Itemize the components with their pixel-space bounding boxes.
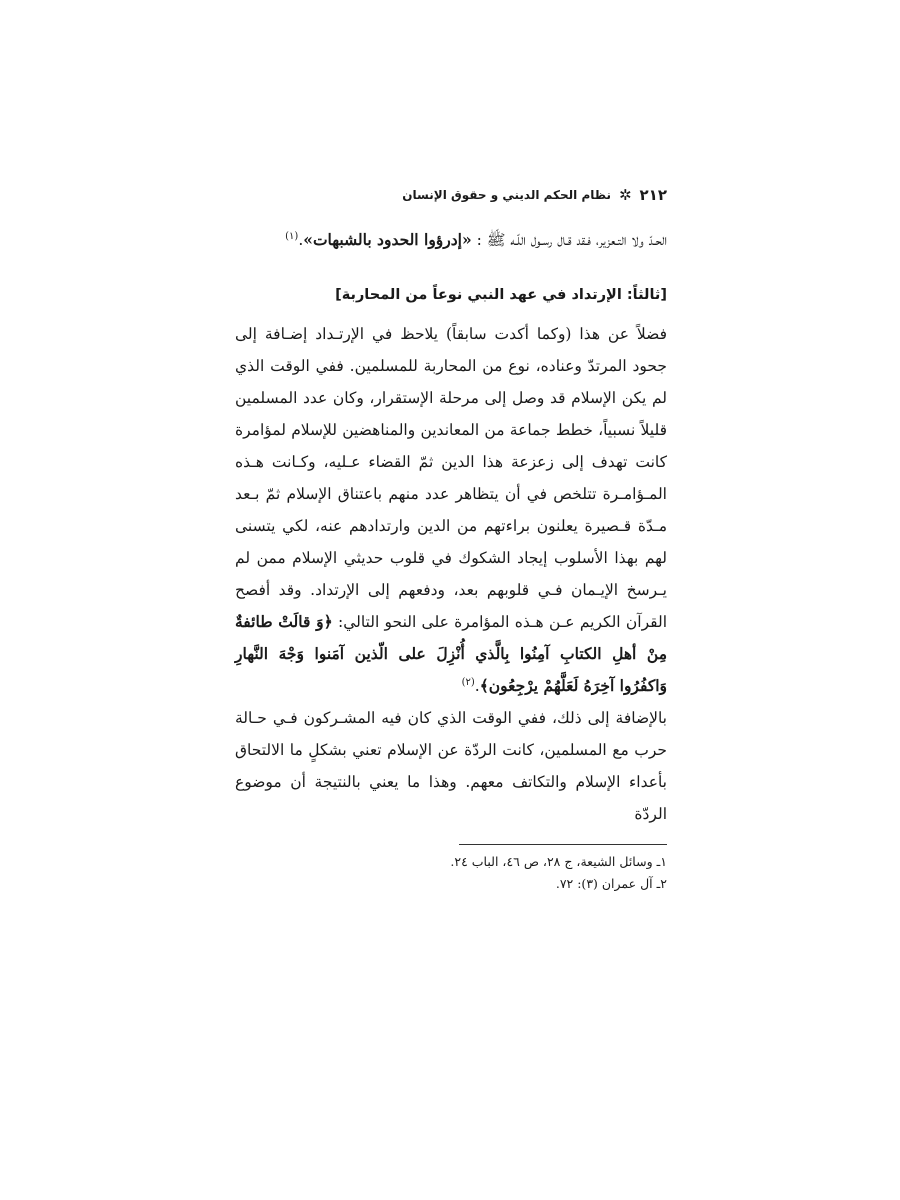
footnote-2: ٢ـ آل عمران (٣): ٧٢. (555, 876, 667, 891)
footnote-1: ١ـ وسائل الشيعة، ج ٢٨، ص ٤٦، الباب ٢٤. (450, 854, 667, 869)
intro-text: الحـدّ ولا التـعزير، فـقد قـال رسـول اللّـه ﷺ : (471, 231, 667, 249)
body-paragraph-2 (235, 702, 667, 830)
page-number: ٢١٢ (639, 186, 667, 204)
ornament-icon: ✲ (618, 185, 632, 204)
paragraph-1-text: فضلاً عن هذا (وكما أكدت سابقاً) يلاحظ في الإرتـداد إضـافة إلى جحود المرتدّ وعناده، نوع من المحاربة للمسلمين. ففي الوقت الذي لم يكن الإسلام قد وصل إلى مرحلة الإستقرار، وكان عدد المسلمين قليلاً نسبياً، خطط جماعة من المعاندين والمناهضين للإسلام لمؤامرة كانت تهدف إلى زعزعة هذا الدين ثمّ القضاء عـليه، وكـانت هـذه المـؤامـرة تتلخص في أن يتظاهر عدد منهم باعتناق الإسلام ثمّ بـعد مـدّة قـصيرة يعلنون براءتهم من الدين وارتدادهم عنه، لكي يتسنى لهم بهذا الأسلوب إيجاد الشكوك في قلوب حديثي الإسلام ممن لم يـرسخ الإيـمان فـي قلوبهم بعد، ودفعهم إلى الإرتداد. وقد أفصح القرآن الكريم عـن هـذه المؤامرة على النحو التالي: (235, 325, 667, 631)
quran-verse: ﴿وَ قالَتْ طائفةٌ مِنْ أهلِ الكتابِ آمِنُوا بِالَّذي أُنْزِلَ على الّذين آمَنوا وَجْهَ النَّهارِ وَاكفُرُوا آخِرَهُ لَعَلَّهُمْ يرْجِعُون﴾ (235, 612, 667, 695)
footnote-ref-1: (١) (285, 230, 299, 242)
body-paragraph-1 (235, 318, 667, 702)
hadith-quote: «إدرؤوا الحدود بالشبهات» (303, 230, 472, 249)
footnotes (235, 851, 667, 895)
intro-end: . (298, 231, 304, 249)
paragraph-1-end: . (474, 677, 480, 695)
book-title: نظام الحكم الديني و حقوق الإنسان (402, 188, 611, 202)
paragraph-2-text: بالإضافة إلى ذلك، ففي الوقت الذي كان فيه المشـركون فـي حـالة حرب مع المسلمين، كانت الردّة عن الإسلام تعني بشكلٍ ما الالتحاق بأعداء الإسلام والتكاتف معهم. وهذا ما يعني بالنتيجة أن موضوع الردّة (235, 709, 667, 823)
footnote-ref-2: (٢) (461, 676, 475, 688)
section-heading: [ثالثاً: الإرتداد في عهد النبي نوعاً من المحاربة] (335, 287, 667, 303)
page-content (235, 180, 667, 895)
running-header (235, 180, 667, 210)
intro-paragraph (235, 224, 667, 256)
footnote-divider (459, 844, 667, 845)
